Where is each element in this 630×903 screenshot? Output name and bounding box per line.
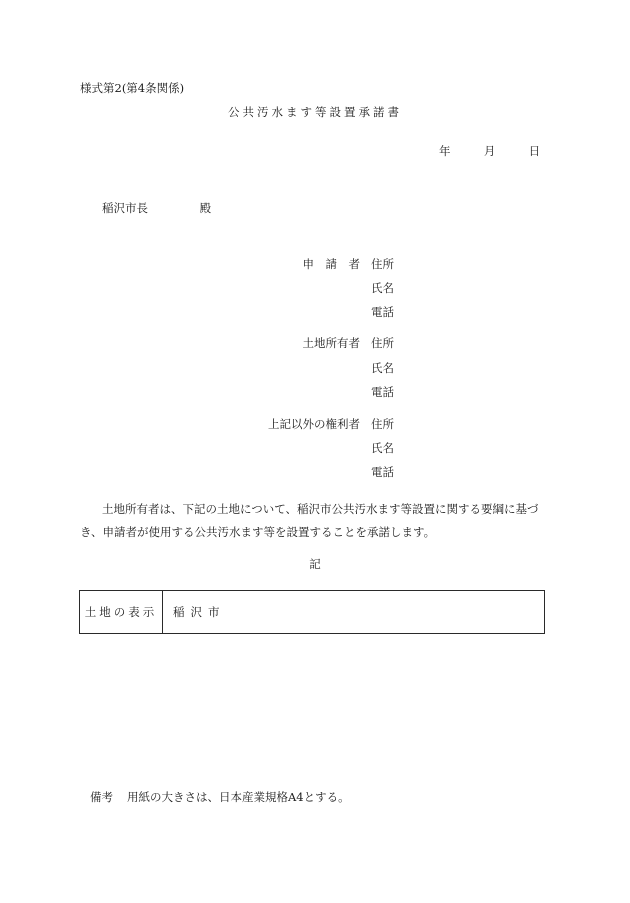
document-title: 公共汚水ます等設置承諾書 — [228, 105, 402, 119]
landowner-address-label: 住所 — [371, 336, 394, 350]
other-holder-name-label: 氏名 — [371, 441, 394, 455]
land-description-header: 土地の表示 — [80, 591, 163, 633]
form-number: 様式第2(第4条関係) — [80, 81, 185, 95]
party-role-applicant: 申 請 者 — [302, 257, 360, 271]
land-description-table — [79, 590, 545, 634]
addressee — [102, 200, 211, 216]
consent-statement: 土地所有者は、下記の土地について、稲沢市公共汚水ます等設置に関する要綱に基づき、申請者が使用する公共汚水ます等を設置することを承諾します。 — [80, 502, 539, 539]
other-holder-phone-label: 電話 — [371, 465, 394, 479]
landowner-phone-label: 電話 — [371, 385, 394, 399]
addressee-honorific: 殿 — [199, 201, 212, 215]
date-month-label: 月 — [483, 144, 496, 158]
applicant-phone-label: 電話 — [371, 305, 394, 319]
ki-heading: 記 — [309, 557, 321, 571]
date-year-label: 年 — [439, 144, 451, 158]
remarks-text: 用紙の大きさは、日本産業規格A4とする。 — [127, 790, 350, 804]
landowner-name-label: 氏名 — [371, 361, 394, 375]
remarks — [90, 789, 350, 805]
remarks-label: 備考 — [90, 790, 113, 804]
date-day-label: 日 — [528, 144, 541, 158]
date-line — [439, 143, 540, 159]
party-role-landowner: 土地所有者 — [302, 336, 360, 350]
other-holder-address-label: 住所 — [371, 417, 394, 431]
applicant-address-label: 住所 — [371, 257, 394, 271]
applicant-name-label: 氏名 — [371, 281, 394, 295]
party-role-other-rights-holder: 上記以外の権利者 — [268, 417, 360, 431]
addressee-name: 稲沢市長 — [102, 201, 148, 215]
land-description-value: 稲沢市 — [173, 605, 226, 619]
